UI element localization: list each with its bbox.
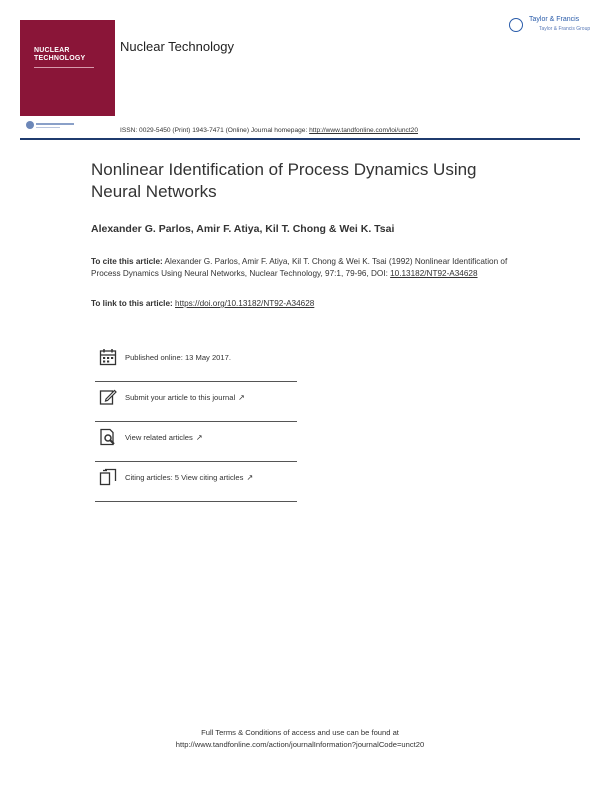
submit-article-row[interactable]	[95, 382, 297, 422]
journal-name[interactable]: Nuclear Technology	[120, 39, 234, 54]
article-doi-link[interactable]: https://doi.org/10.13182/NT92-A34628	[175, 299, 315, 308]
article-title: Nonlinear Identification of Process Dynamics Using Neural Networks	[91, 160, 477, 201]
external-link-icon: ↗	[195, 433, 203, 442]
publisher-logo	[509, 16, 591, 38]
citation-text: Alexander G. Parlos, Amir F. Atiya, Kil T. Chong & Wei K. Tsai (1992) Nonlinear Identification of Process Dynamics Using Neural Networks, Nuclear Technology, 97:1, 79-96, DOI:	[91, 257, 508, 278]
publisher-group: Taylor & Francis Group	[539, 26, 591, 32]
citation-label: To cite this article:	[91, 257, 163, 266]
issn-text: ISSN: 0029-5450 (Print) 1943-7471 (Online) Journal homepage:	[120, 127, 310, 134]
citation-block	[91, 256, 511, 279]
citing-articles-row[interactable]	[95, 462, 297, 502]
calendar-icon	[99, 348, 117, 366]
header-rule	[20, 138, 580, 140]
footer	[0, 727, 600, 750]
document-search-icon	[99, 428, 117, 446]
cover-logo-icon	[26, 121, 34, 129]
published-online-row	[95, 342, 297, 382]
cover-divider	[34, 67, 94, 68]
citing-articles-link[interactable]	[125, 473, 253, 482]
publisher-name: Taylor & Francis	[529, 16, 580, 23]
footer-terms-text: Full Terms & Conditions of access and use can be found at	[201, 728, 399, 737]
cover-publisher-band	[20, 116, 115, 136]
issn-line	[120, 127, 418, 134]
citing-documents-icon	[99, 468, 117, 486]
link-label: To link to this article:	[91, 299, 176, 308]
cover-title	[34, 47, 85, 63]
related-articles-link[interactable]	[125, 433, 203, 442]
submit-article-link[interactable]	[125, 393, 245, 402]
publisher-logo-icon	[509, 18, 523, 32]
cover-title-line1: NUCLEAR	[34, 47, 70, 54]
external-link-icon: ↗	[238, 393, 245, 402]
related-articles-row[interactable]	[95, 422, 297, 462]
cover-logo-text-mark-2	[36, 127, 60, 128]
article-authors: Alexander G. Parlos, Amir F. Atiya, Kil T. Chong & Wei K. Tsai	[91, 223, 395, 235]
journal-cover-image	[20, 20, 115, 136]
cover-logo-text-mark	[36, 123, 74, 125]
footer-terms-url[interactable]: http://www.tandfonline.com/action/journalInformation?journalCode=unct20	[175, 739, 425, 749]
cover-title-line2: TECHNOLOGY	[34, 55, 86, 62]
related-articles-label: View related articles	[125, 433, 193, 442]
submit-article-label: Submit your article to this journal	[125, 393, 236, 402]
published-online-text: Published online: 13 May 2017.	[125, 353, 231, 362]
journal-homepage-link[interactable]: http://www.tandfonline.com/loi/unct20	[309, 127, 418, 134]
edit-icon	[99, 388, 117, 406]
article-link-line	[91, 299, 314, 308]
citation-doi-link[interactable]: 10.13182/NT92-A34628	[390, 268, 478, 278]
citing-articles-label: Citing articles: 5 View citing articles	[125, 473, 244, 482]
external-link-icon: ↗	[246, 473, 254, 482]
article-info-list	[95, 342, 297, 502]
